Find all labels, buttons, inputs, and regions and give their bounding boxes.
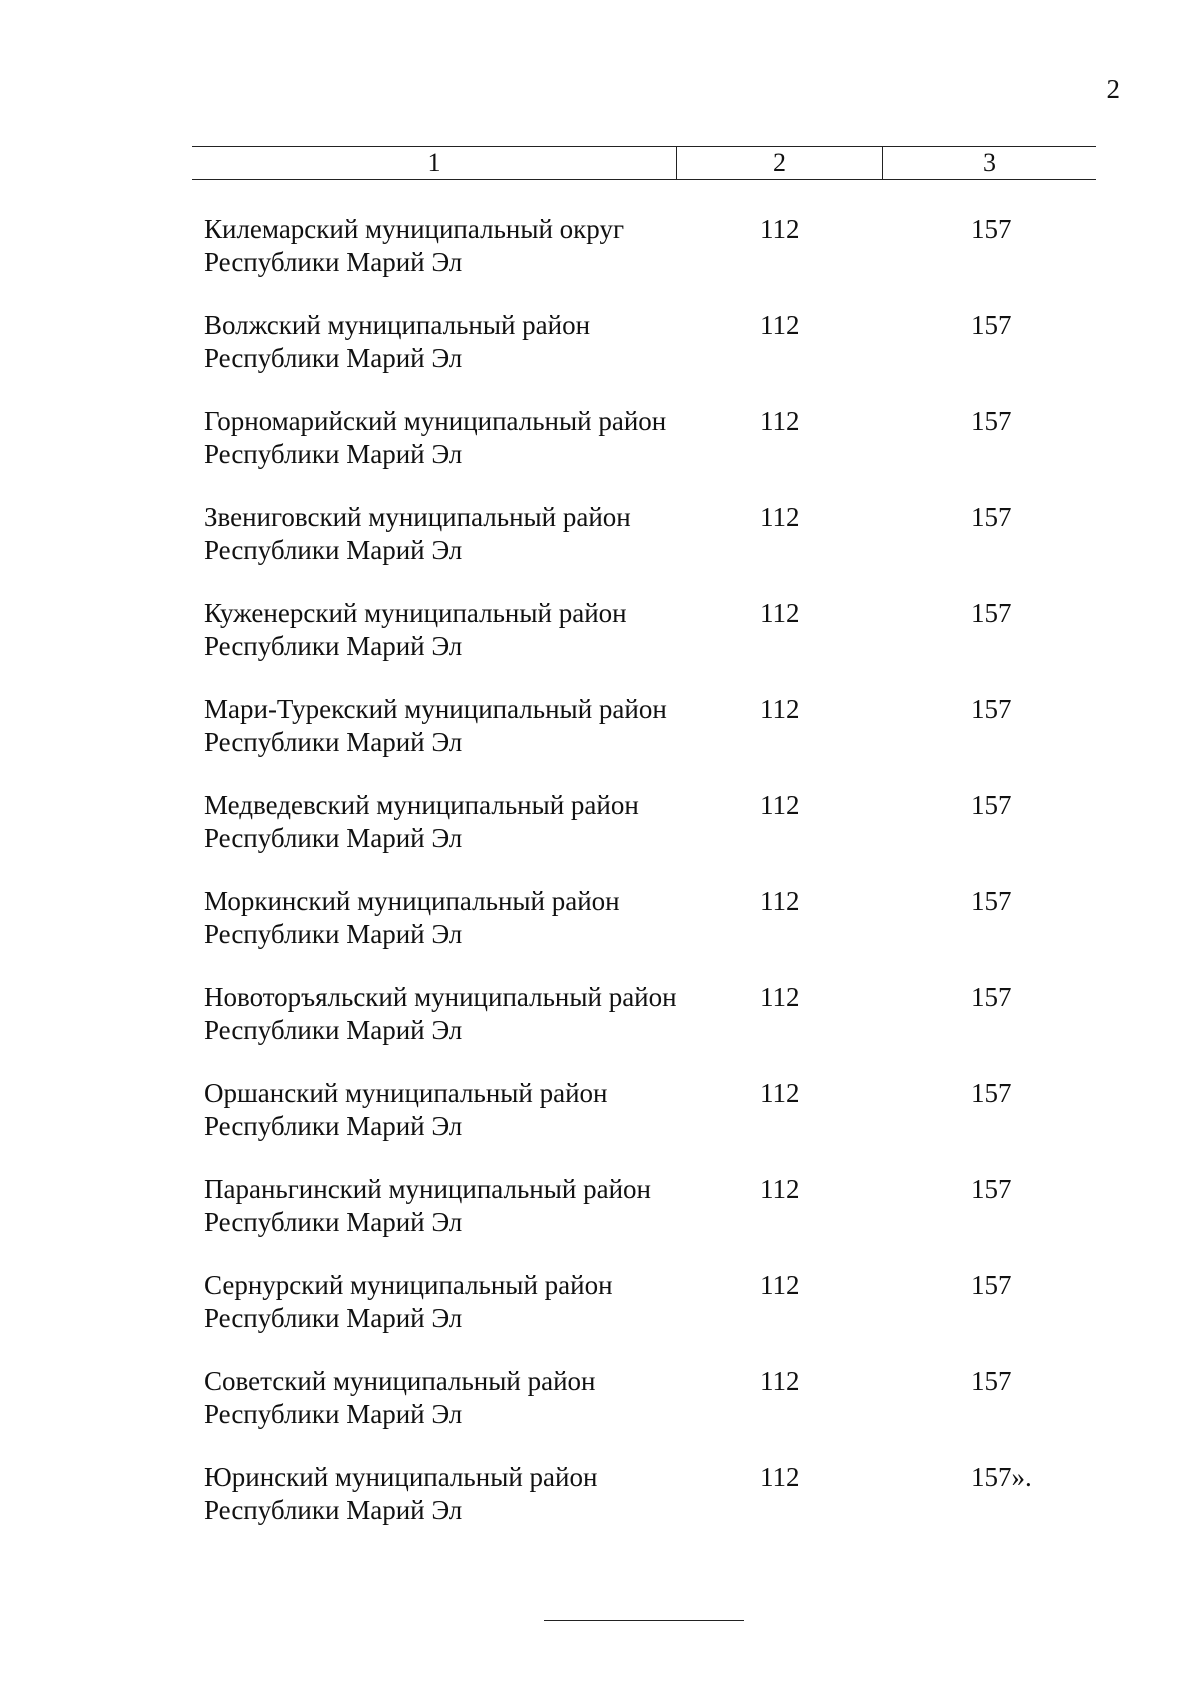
municipality-name: Оршанский муниципальный район Республики Марий Эл	[204, 1078, 608, 1141]
table-body	[0, 213, 1200, 1557]
table-row	[0, 309, 1200, 405]
value-col-2: 112	[760, 694, 800, 724]
table-column-header	[192, 146, 1096, 180]
table-row	[0, 885, 1200, 981]
end-of-document-rule	[544, 1620, 744, 1621]
value-col-2: 112	[760, 886, 800, 916]
table-row	[0, 693, 1200, 789]
value-col-3: 157	[971, 1366, 1012, 1396]
table-row	[0, 1077, 1200, 1173]
table-row	[0, 501, 1200, 597]
value-col-2: 112	[760, 310, 800, 340]
value-col-2: 112	[760, 1462, 800, 1492]
municipality-name: Советский муниципальный район Республики Марий Эл	[204, 1366, 596, 1429]
value-col-3: 157	[971, 1174, 1012, 1204]
value-col-2: 112	[760, 214, 800, 244]
municipality-name: Волжский муниципальный район Республики Марий Эл	[204, 310, 591, 373]
value-col-3: 157	[971, 310, 1012, 340]
value-col-3: 157	[971, 1270, 1012, 1300]
value-col-3: 157».	[971, 1462, 1032, 1492]
municipality-name: Параньгинский муниципальный район Республики Марий Эл	[204, 1174, 651, 1237]
value-col-2: 112	[760, 982, 800, 1012]
municipality-name: Медведевский муниципальный район Республики Марий Эл	[204, 790, 639, 853]
municipality-name: Моркинский муниципальный район Республики Марий Эл	[204, 886, 620, 949]
municipality-name: Килемарский муниципальный округ Республики Марий Эл	[204, 214, 625, 277]
value-col-3: 157	[971, 406, 1012, 436]
value-col-2: 112	[760, 598, 800, 628]
value-col-2: 112	[760, 1078, 800, 1108]
table-row	[0, 1365, 1200, 1461]
value-col-3: 157	[971, 982, 1012, 1012]
table-row	[0, 213, 1200, 309]
value-col-2: 112	[760, 1174, 800, 1204]
value-col-3: 157	[971, 886, 1012, 916]
value-col-2: 112	[760, 406, 800, 436]
value-col-3: 157	[971, 694, 1012, 724]
table-row	[0, 981, 1200, 1077]
value-col-3: 157	[971, 598, 1012, 628]
table-row	[0, 1461, 1200, 1557]
municipality-name: Куженерский муниципальный район Республики Марий Эл	[204, 598, 627, 661]
column-header-2: 2	[677, 147, 883, 179]
value-col-2: 112	[760, 502, 800, 532]
table-row	[0, 405, 1200, 501]
table-row	[0, 1173, 1200, 1269]
value-col-2: 112	[760, 1366, 800, 1396]
value-col-3: 157	[971, 790, 1012, 820]
column-header-3: 3	[983, 148, 996, 177]
municipality-name: Сернурский муниципальный район Республики Марий Эл	[204, 1270, 613, 1333]
column-header-1: 1	[192, 147, 677, 179]
municipality-name: Новоторъяльский муниципальный район Республики Марий Эл	[204, 982, 677, 1045]
municipality-name: Мари-Турекский муниципальный район Республики Марий Эл	[204, 694, 667, 757]
page-number: 2	[1106, 74, 1120, 104]
municipality-name: Звениговский муниципальный район Республики Марий Эл	[204, 502, 631, 565]
municipality-name: Юринский муниципальный район Республики Марий Эл	[204, 1462, 598, 1525]
table-row	[0, 1269, 1200, 1365]
table-row	[0, 789, 1200, 885]
value-col-3: 157	[971, 1078, 1012, 1108]
value-col-3: 157	[971, 502, 1012, 532]
value-col-2: 112	[760, 1270, 800, 1300]
municipality-name: Горномарийский муниципальный район Республики Марий Эл	[204, 406, 667, 469]
value-col-3: 157	[971, 214, 1012, 244]
value-col-2: 112	[760, 790, 800, 820]
table-row	[0, 597, 1200, 693]
